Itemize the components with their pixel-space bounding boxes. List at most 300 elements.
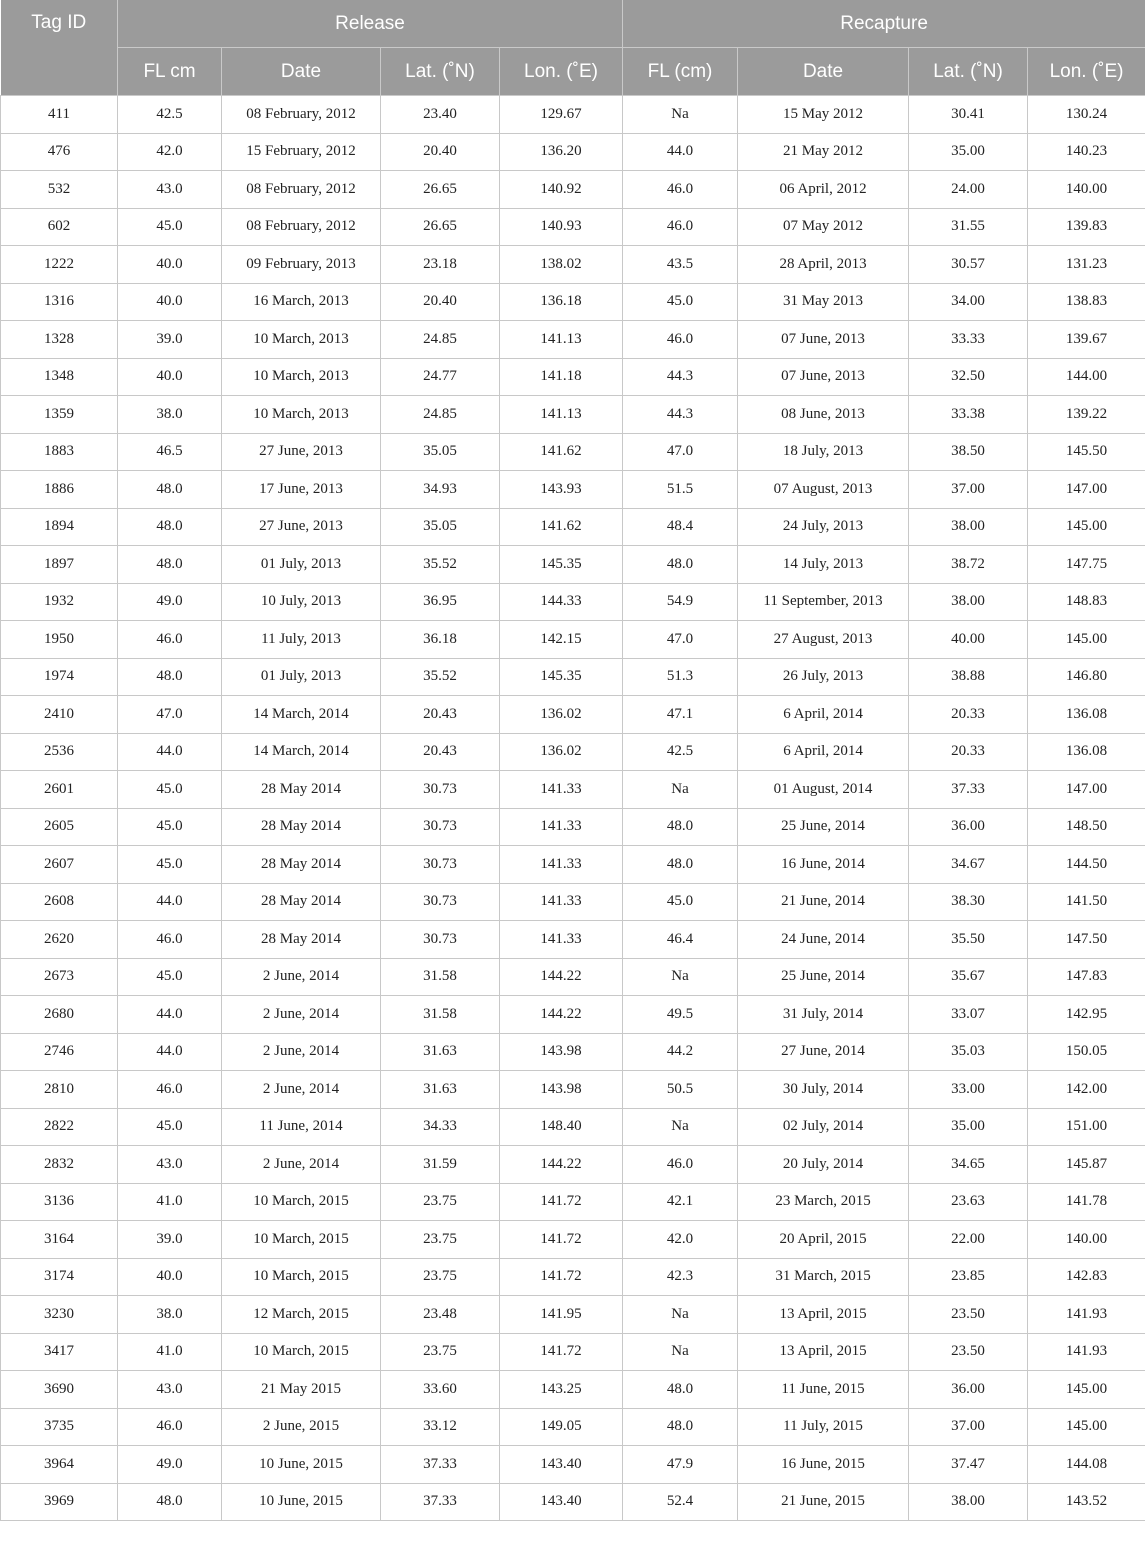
release-lon-cell: 143.98 bbox=[500, 1071, 623, 1109]
recapture-lon-cell: 145.00 bbox=[1028, 621, 1145, 659]
release-fl-cell: 42.0 bbox=[118, 133, 222, 171]
recapture-lat-cell: 30.41 bbox=[909, 96, 1028, 134]
recapture-lat-cell: 38.00 bbox=[909, 508, 1028, 546]
table-body bbox=[1, 96, 1145, 1521]
release-fl-cell: 38.0 bbox=[118, 1296, 222, 1334]
recapture-fl-cell: Na bbox=[623, 771, 738, 809]
recapture-fl-cell: 42.3 bbox=[623, 1258, 738, 1296]
release-fl-cell: 48.0 bbox=[118, 546, 222, 584]
release-lat-cell: 33.60 bbox=[381, 1371, 500, 1409]
recapture-lon-cell: 146.80 bbox=[1028, 658, 1145, 696]
release-lon-cell: 141.13 bbox=[500, 396, 623, 434]
release-lon-cell: 141.33 bbox=[500, 771, 623, 809]
release-lat-cell: 24.85 bbox=[381, 321, 500, 359]
recapture-lon-cell: 150.05 bbox=[1028, 1033, 1145, 1071]
recapture-lon-cell: 145.00 bbox=[1028, 508, 1145, 546]
tag-id-cell: 3230 bbox=[1, 1296, 118, 1334]
recapture-lat-cell: 34.00 bbox=[909, 283, 1028, 321]
recapture-lon-cell: 147.75 bbox=[1028, 546, 1145, 584]
header-release-lon: Lon. (˚E) bbox=[500, 48, 623, 96]
recapture-fl-cell: 52.4 bbox=[623, 1483, 738, 1521]
recapture-date-cell: 31 July, 2014 bbox=[738, 996, 909, 1034]
tag-id-cell: 602 bbox=[1, 208, 118, 246]
header-release-date: Date bbox=[222, 48, 381, 96]
table-row bbox=[1, 733, 1145, 771]
release-date-cell: 10 March, 2015 bbox=[222, 1221, 381, 1259]
table-row bbox=[1, 283, 1145, 321]
recapture-lat-cell: 23.85 bbox=[909, 1258, 1028, 1296]
release-date-cell: 15 February, 2012 bbox=[222, 133, 381, 171]
recapture-lat-cell: 31.55 bbox=[909, 208, 1028, 246]
recapture-lat-cell: 36.00 bbox=[909, 1371, 1028, 1409]
recapture-fl-cell: 48.0 bbox=[623, 808, 738, 846]
release-lat-cell: 23.75 bbox=[381, 1183, 500, 1221]
recapture-lon-cell: 140.00 bbox=[1028, 171, 1145, 209]
table-row bbox=[1, 321, 1145, 359]
release-fl-cell: 47.0 bbox=[118, 696, 222, 734]
release-lat-cell: 30.73 bbox=[381, 921, 500, 959]
recapture-lon-cell: 148.83 bbox=[1028, 583, 1145, 621]
recapture-date-cell: 6 April, 2014 bbox=[738, 733, 909, 771]
release-lon-cell: 141.13 bbox=[500, 321, 623, 359]
table-row bbox=[1, 546, 1145, 584]
release-fl-cell: 46.0 bbox=[118, 621, 222, 659]
table-row bbox=[1, 808, 1145, 846]
recapture-lon-cell: 147.00 bbox=[1028, 771, 1145, 809]
recapture-lat-cell: 20.33 bbox=[909, 696, 1028, 734]
recapture-fl-cell: 47.0 bbox=[623, 433, 738, 471]
release-lon-cell: 141.33 bbox=[500, 846, 623, 884]
recapture-fl-cell: 50.5 bbox=[623, 1071, 738, 1109]
recapture-date-cell: 16 June, 2014 bbox=[738, 846, 909, 884]
release-fl-cell: 44.0 bbox=[118, 1033, 222, 1071]
release-fl-cell: 44.0 bbox=[118, 733, 222, 771]
recapture-lat-cell: 35.00 bbox=[909, 1108, 1028, 1146]
release-date-cell: 10 March, 2013 bbox=[222, 358, 381, 396]
recapture-lon-cell: 147.00 bbox=[1028, 471, 1145, 509]
table-row bbox=[1, 1033, 1145, 1071]
release-lat-cell: 37.33 bbox=[381, 1483, 500, 1521]
recapture-fl-cell: 46.0 bbox=[623, 1146, 738, 1184]
recapture-date-cell: 25 June, 2014 bbox=[738, 808, 909, 846]
recapture-fl-cell: Na bbox=[623, 1108, 738, 1146]
release-lon-cell: 141.95 bbox=[500, 1296, 623, 1334]
release-lon-cell: 136.02 bbox=[500, 733, 623, 771]
tag-id-cell: 1316 bbox=[1, 283, 118, 321]
table-row bbox=[1, 1221, 1145, 1259]
release-fl-cell: 39.0 bbox=[118, 321, 222, 359]
table-row bbox=[1, 433, 1145, 471]
release-lat-cell: 20.43 bbox=[381, 733, 500, 771]
table-row bbox=[1, 1146, 1145, 1184]
recapture-lon-cell: 144.50 bbox=[1028, 846, 1145, 884]
recapture-date-cell: 30 July, 2014 bbox=[738, 1071, 909, 1109]
release-lat-cell: 20.40 bbox=[381, 133, 500, 171]
tag-id-cell: 3164 bbox=[1, 1221, 118, 1259]
recapture-fl-cell: 44.3 bbox=[623, 358, 738, 396]
tag-id-cell: 2810 bbox=[1, 1071, 118, 1109]
recapture-date-cell: 07 May 2012 bbox=[738, 208, 909, 246]
recapture-date-cell: 11 September, 2013 bbox=[738, 583, 909, 621]
recapture-lon-cell: 143.52 bbox=[1028, 1483, 1145, 1521]
release-lon-cell: 143.93 bbox=[500, 471, 623, 509]
release-fl-cell: 45.0 bbox=[118, 846, 222, 884]
tag-id-cell: 2605 bbox=[1, 808, 118, 846]
release-lat-cell: 35.05 bbox=[381, 508, 500, 546]
recapture-date-cell: 27 August, 2013 bbox=[738, 621, 909, 659]
recapture-date-cell: 20 April, 2015 bbox=[738, 1221, 909, 1259]
recapture-lon-cell: 140.00 bbox=[1028, 1221, 1145, 1259]
table-row bbox=[1, 583, 1145, 621]
recapture-lon-cell: 139.67 bbox=[1028, 321, 1145, 359]
release-date-cell: 10 June, 2015 bbox=[222, 1446, 381, 1484]
release-fl-cell: 48.0 bbox=[118, 1483, 222, 1521]
recapture-fl-cell: 47.1 bbox=[623, 696, 738, 734]
release-lat-cell: 23.18 bbox=[381, 246, 500, 284]
recapture-lon-cell: 131.23 bbox=[1028, 246, 1145, 284]
release-date-cell: 08 February, 2012 bbox=[222, 96, 381, 134]
recapture-date-cell: 11 July, 2015 bbox=[738, 1408, 909, 1446]
table-row bbox=[1, 1483, 1145, 1521]
recapture-lat-cell: 35.67 bbox=[909, 958, 1028, 996]
release-lon-cell: 141.62 bbox=[500, 508, 623, 546]
table-row bbox=[1, 1183, 1145, 1221]
recapture-lon-cell: 151.00 bbox=[1028, 1108, 1145, 1146]
release-fl-cell: 46.5 bbox=[118, 433, 222, 471]
recapture-fl-cell: Na bbox=[623, 96, 738, 134]
recapture-lat-cell: 35.00 bbox=[909, 133, 1028, 171]
release-fl-cell: 48.0 bbox=[118, 471, 222, 509]
release-date-cell: 09 February, 2013 bbox=[222, 246, 381, 284]
release-fl-cell: 45.0 bbox=[118, 208, 222, 246]
recapture-date-cell: 07 August, 2013 bbox=[738, 471, 909, 509]
recapture-date-cell: 18 July, 2013 bbox=[738, 433, 909, 471]
release-date-cell: 28 May 2014 bbox=[222, 846, 381, 884]
recapture-lat-cell: 33.38 bbox=[909, 396, 1028, 434]
tag-id-cell: 1359 bbox=[1, 396, 118, 434]
recapture-lon-cell: 136.08 bbox=[1028, 733, 1145, 771]
recapture-fl-cell: 48.0 bbox=[623, 1408, 738, 1446]
recapture-date-cell: 07 June, 2013 bbox=[738, 358, 909, 396]
tag-id-cell: 1897 bbox=[1, 546, 118, 584]
release-date-cell: 10 March, 2015 bbox=[222, 1183, 381, 1221]
release-date-cell: 12 March, 2015 bbox=[222, 1296, 381, 1334]
recapture-date-cell: 15 May 2012 bbox=[738, 96, 909, 134]
release-lat-cell: 20.40 bbox=[381, 283, 500, 321]
recapture-lat-cell: 24.00 bbox=[909, 171, 1028, 209]
recapture-lon-cell: 148.50 bbox=[1028, 808, 1145, 846]
release-lat-cell: 37.33 bbox=[381, 1446, 500, 1484]
recapture-date-cell: 31 March, 2015 bbox=[738, 1258, 909, 1296]
recapture-fl-cell: 47.0 bbox=[623, 621, 738, 659]
release-fl-cell: 41.0 bbox=[118, 1333, 222, 1371]
release-date-cell: 28 May 2014 bbox=[222, 921, 381, 959]
tag-id-cell: 3969 bbox=[1, 1483, 118, 1521]
tag-id-cell: 1894 bbox=[1, 508, 118, 546]
tag-id-cell: 3417 bbox=[1, 1333, 118, 1371]
recapture-lat-cell: 36.00 bbox=[909, 808, 1028, 846]
release-lon-cell: 129.67 bbox=[500, 96, 623, 134]
release-lat-cell: 23.48 bbox=[381, 1296, 500, 1334]
recapture-date-cell: 6 April, 2014 bbox=[738, 696, 909, 734]
recapture-lat-cell: 37.33 bbox=[909, 771, 1028, 809]
release-lon-cell: 141.33 bbox=[500, 808, 623, 846]
table-row bbox=[1, 1071, 1145, 1109]
release-fl-cell: 45.0 bbox=[118, 808, 222, 846]
release-fl-cell: 46.0 bbox=[118, 921, 222, 959]
release-lon-cell: 141.72 bbox=[500, 1221, 623, 1259]
release-fl-cell: 40.0 bbox=[118, 358, 222, 396]
recapture-lat-cell: 22.00 bbox=[909, 1221, 1028, 1259]
tag-id-cell: 1883 bbox=[1, 433, 118, 471]
table-row bbox=[1, 1408, 1145, 1446]
release-lat-cell: 30.73 bbox=[381, 846, 500, 884]
release-fl-cell: 45.0 bbox=[118, 771, 222, 809]
recapture-lon-cell: 145.50 bbox=[1028, 433, 1145, 471]
release-date-cell: 28 May 2014 bbox=[222, 883, 381, 921]
recapture-fl-cell: 44.0 bbox=[623, 133, 738, 171]
recapture-fl-cell: Na bbox=[623, 958, 738, 996]
release-lon-cell: 143.98 bbox=[500, 1033, 623, 1071]
release-lat-cell: 31.58 bbox=[381, 958, 500, 996]
release-date-cell: 2 June, 2014 bbox=[222, 996, 381, 1034]
release-lon-cell: 136.20 bbox=[500, 133, 623, 171]
recapture-fl-cell: 46.0 bbox=[623, 321, 738, 359]
header-recapture-lon: Lon. (˚E) bbox=[1028, 48, 1145, 96]
recapture-date-cell: 23 March, 2015 bbox=[738, 1183, 909, 1221]
tag-id-cell: 3735 bbox=[1, 1408, 118, 1446]
recapture-fl-cell: 47.9 bbox=[623, 1446, 738, 1484]
table-row bbox=[1, 658, 1145, 696]
release-date-cell: 11 July, 2013 bbox=[222, 621, 381, 659]
release-lon-cell: 143.40 bbox=[500, 1483, 623, 1521]
release-lat-cell: 31.63 bbox=[381, 1033, 500, 1071]
tag-id-cell: 2410 bbox=[1, 696, 118, 734]
recapture-lon-cell: 141.93 bbox=[1028, 1333, 1145, 1371]
release-date-cell: 10 March, 2013 bbox=[222, 321, 381, 359]
recapture-lon-cell: 141.50 bbox=[1028, 883, 1145, 921]
table-row bbox=[1, 96, 1145, 134]
release-lat-cell: 35.52 bbox=[381, 546, 500, 584]
release-fl-cell: 40.0 bbox=[118, 246, 222, 284]
release-date-cell: 16 March, 2013 bbox=[222, 283, 381, 321]
recapture-date-cell: 27 June, 2014 bbox=[738, 1033, 909, 1071]
release-lat-cell: 23.75 bbox=[381, 1333, 500, 1371]
tag-id-cell: 2680 bbox=[1, 996, 118, 1034]
recapture-date-cell: 21 June, 2015 bbox=[738, 1483, 909, 1521]
release-fl-cell: 45.0 bbox=[118, 1108, 222, 1146]
recapture-lon-cell: 142.00 bbox=[1028, 1071, 1145, 1109]
recapture-fl-cell: 42.1 bbox=[623, 1183, 738, 1221]
recapture-date-cell: 21 May 2012 bbox=[738, 133, 909, 171]
recapture-lat-cell: 23.50 bbox=[909, 1296, 1028, 1334]
table-header bbox=[1, 0, 1145, 96]
release-fl-cell: 46.0 bbox=[118, 1408, 222, 1446]
recapture-lat-cell: 35.03 bbox=[909, 1033, 1028, 1071]
recapture-date-cell: 07 June, 2013 bbox=[738, 321, 909, 359]
recapture-lon-cell: 139.83 bbox=[1028, 208, 1145, 246]
release-date-cell: 27 June, 2013 bbox=[222, 433, 381, 471]
table-row bbox=[1, 846, 1145, 884]
table-row bbox=[1, 133, 1145, 171]
release-date-cell: 17 June, 2013 bbox=[222, 471, 381, 509]
recapture-date-cell: 16 June, 2015 bbox=[738, 1446, 909, 1484]
release-lon-cell: 138.02 bbox=[500, 246, 623, 284]
release-lon-cell: 141.72 bbox=[500, 1258, 623, 1296]
recapture-lat-cell: 38.50 bbox=[909, 433, 1028, 471]
table-row bbox=[1, 1333, 1145, 1371]
recapture-fl-cell: Na bbox=[623, 1333, 738, 1371]
recapture-lat-cell: 33.33 bbox=[909, 321, 1028, 359]
tag-id-cell: 2746 bbox=[1, 1033, 118, 1071]
recapture-date-cell: 25 June, 2014 bbox=[738, 958, 909, 996]
release-lon-cell: 141.18 bbox=[500, 358, 623, 396]
recapture-date-cell: 11 June, 2015 bbox=[738, 1371, 909, 1409]
release-lon-cell: 145.35 bbox=[500, 658, 623, 696]
release-fl-cell: 46.0 bbox=[118, 1071, 222, 1109]
recapture-fl-cell: 46.0 bbox=[623, 171, 738, 209]
table-row bbox=[1, 1296, 1145, 1334]
release-lon-cell: 143.40 bbox=[500, 1446, 623, 1484]
recapture-fl-cell: 45.0 bbox=[623, 883, 738, 921]
table-row bbox=[1, 696, 1145, 734]
release-lat-cell: 30.73 bbox=[381, 883, 500, 921]
recapture-date-cell: 14 July, 2013 bbox=[738, 546, 909, 584]
recapture-lat-cell: 38.72 bbox=[909, 546, 1028, 584]
release-lon-cell: 145.35 bbox=[500, 546, 623, 584]
release-lat-cell: 23.75 bbox=[381, 1258, 500, 1296]
release-date-cell: 2 June, 2014 bbox=[222, 1033, 381, 1071]
recapture-date-cell: 31 May 2013 bbox=[738, 283, 909, 321]
tag-id-cell: 3690 bbox=[1, 1371, 118, 1409]
recapture-lon-cell: 138.83 bbox=[1028, 283, 1145, 321]
release-date-cell: 01 July, 2013 bbox=[222, 546, 381, 584]
header-recapture-lat: Lat. (˚N) bbox=[909, 48, 1028, 96]
release-lon-cell: 142.15 bbox=[500, 621, 623, 659]
release-lon-cell: 136.02 bbox=[500, 696, 623, 734]
recapture-date-cell: 24 July, 2013 bbox=[738, 508, 909, 546]
release-lat-cell: 24.77 bbox=[381, 358, 500, 396]
release-fl-cell: 48.0 bbox=[118, 658, 222, 696]
release-date-cell: 21 May 2015 bbox=[222, 1371, 381, 1409]
header-release-lat: Lat. (˚N) bbox=[381, 48, 500, 96]
table-row bbox=[1, 396, 1145, 434]
release-date-cell: 27 June, 2013 bbox=[222, 508, 381, 546]
release-date-cell: 2 June, 2014 bbox=[222, 1071, 381, 1109]
recapture-date-cell: 01 August, 2014 bbox=[738, 771, 909, 809]
release-date-cell: 2 June, 2015 bbox=[222, 1408, 381, 1446]
tag-id-cell: 1222 bbox=[1, 246, 118, 284]
recapture-fl-cell: 48.4 bbox=[623, 508, 738, 546]
recapture-date-cell: 13 April, 2015 bbox=[738, 1296, 909, 1334]
release-fl-cell: 48.0 bbox=[118, 508, 222, 546]
release-fl-cell: 43.0 bbox=[118, 1371, 222, 1409]
tag-id-cell: 1974 bbox=[1, 658, 118, 696]
recapture-date-cell: 24 June, 2014 bbox=[738, 921, 909, 959]
recapture-lon-cell: 147.83 bbox=[1028, 958, 1145, 996]
tag-id-cell: 2832 bbox=[1, 1146, 118, 1184]
recapture-fl-cell: 48.0 bbox=[623, 546, 738, 584]
table-row bbox=[1, 508, 1145, 546]
recapture-lon-cell: 144.08 bbox=[1028, 1446, 1145, 1484]
release-date-cell: 10 March, 2013 bbox=[222, 396, 381, 434]
recapture-lon-cell: 140.23 bbox=[1028, 133, 1145, 171]
release-date-cell: 08 February, 2012 bbox=[222, 208, 381, 246]
tag-id-cell: 411 bbox=[1, 96, 118, 134]
release-lon-cell: 141.33 bbox=[500, 921, 623, 959]
release-lon-cell: 141.33 bbox=[500, 883, 623, 921]
table-row bbox=[1, 771, 1145, 809]
release-date-cell: 10 June, 2015 bbox=[222, 1483, 381, 1521]
release-lon-cell: 141.62 bbox=[500, 433, 623, 471]
release-lon-cell: 149.05 bbox=[500, 1408, 623, 1446]
recapture-date-cell: 26 July, 2013 bbox=[738, 658, 909, 696]
recapture-lat-cell: 23.63 bbox=[909, 1183, 1028, 1221]
recapture-lon-cell: 139.22 bbox=[1028, 396, 1145, 434]
recapture-lat-cell: 32.50 bbox=[909, 358, 1028, 396]
recapture-fl-cell: 46.4 bbox=[623, 921, 738, 959]
release-lat-cell: 34.33 bbox=[381, 1108, 500, 1146]
tag-id-cell: 476 bbox=[1, 133, 118, 171]
table-row bbox=[1, 171, 1145, 209]
release-date-cell: 11 June, 2014 bbox=[222, 1108, 381, 1146]
tag-id-cell: 2822 bbox=[1, 1108, 118, 1146]
tag-id-cell: 2607 bbox=[1, 846, 118, 884]
header-recapture-fl: FL (cm) bbox=[623, 48, 738, 96]
recapture-lat-cell: 20.33 bbox=[909, 733, 1028, 771]
release-fl-cell: 39.0 bbox=[118, 1221, 222, 1259]
recapture-lon-cell: 141.78 bbox=[1028, 1183, 1145, 1221]
table-row bbox=[1, 246, 1145, 284]
recapture-date-cell: 28 April, 2013 bbox=[738, 246, 909, 284]
table-row bbox=[1, 1258, 1145, 1296]
release-date-cell: 2 June, 2014 bbox=[222, 1146, 381, 1184]
release-date-cell: 01 July, 2013 bbox=[222, 658, 381, 696]
tag-id-cell: 2536 bbox=[1, 733, 118, 771]
release-fl-cell: 42.5 bbox=[118, 96, 222, 134]
recapture-fl-cell: 42.0 bbox=[623, 1221, 738, 1259]
recapture-fl-cell: 48.0 bbox=[623, 1371, 738, 1409]
release-lat-cell: 20.43 bbox=[381, 696, 500, 734]
release-fl-cell: 40.0 bbox=[118, 1258, 222, 1296]
recapture-lon-cell: 145.87 bbox=[1028, 1146, 1145, 1184]
recapture-lat-cell: 38.00 bbox=[909, 1483, 1028, 1521]
release-fl-cell: 43.0 bbox=[118, 171, 222, 209]
release-fl-cell: 38.0 bbox=[118, 396, 222, 434]
recapture-fl-cell: Na bbox=[623, 1296, 738, 1334]
release-lat-cell: 36.18 bbox=[381, 621, 500, 659]
recapture-fl-cell: 48.0 bbox=[623, 846, 738, 884]
release-date-cell: 10 July, 2013 bbox=[222, 583, 381, 621]
recapture-lat-cell: 38.30 bbox=[909, 883, 1028, 921]
tag-id-cell: 3136 bbox=[1, 1183, 118, 1221]
release-lat-cell: 34.93 bbox=[381, 471, 500, 509]
release-lat-cell: 23.40 bbox=[381, 96, 500, 134]
tag-id-cell: 1886 bbox=[1, 471, 118, 509]
recapture-lon-cell: 141.93 bbox=[1028, 1296, 1145, 1334]
recapture-lon-cell: 130.24 bbox=[1028, 96, 1145, 134]
recapture-lat-cell: 37.00 bbox=[909, 1408, 1028, 1446]
release-date-cell: 28 May 2014 bbox=[222, 808, 381, 846]
release-lat-cell: 31.58 bbox=[381, 996, 500, 1034]
recapture-lon-cell: 145.00 bbox=[1028, 1371, 1145, 1409]
recapture-lat-cell: 35.50 bbox=[909, 921, 1028, 959]
table-row bbox=[1, 1446, 1145, 1484]
release-date-cell: 28 May 2014 bbox=[222, 771, 381, 809]
table-row bbox=[1, 996, 1145, 1034]
recapture-date-cell: 20 July, 2014 bbox=[738, 1146, 909, 1184]
release-lon-cell: 148.40 bbox=[500, 1108, 623, 1146]
